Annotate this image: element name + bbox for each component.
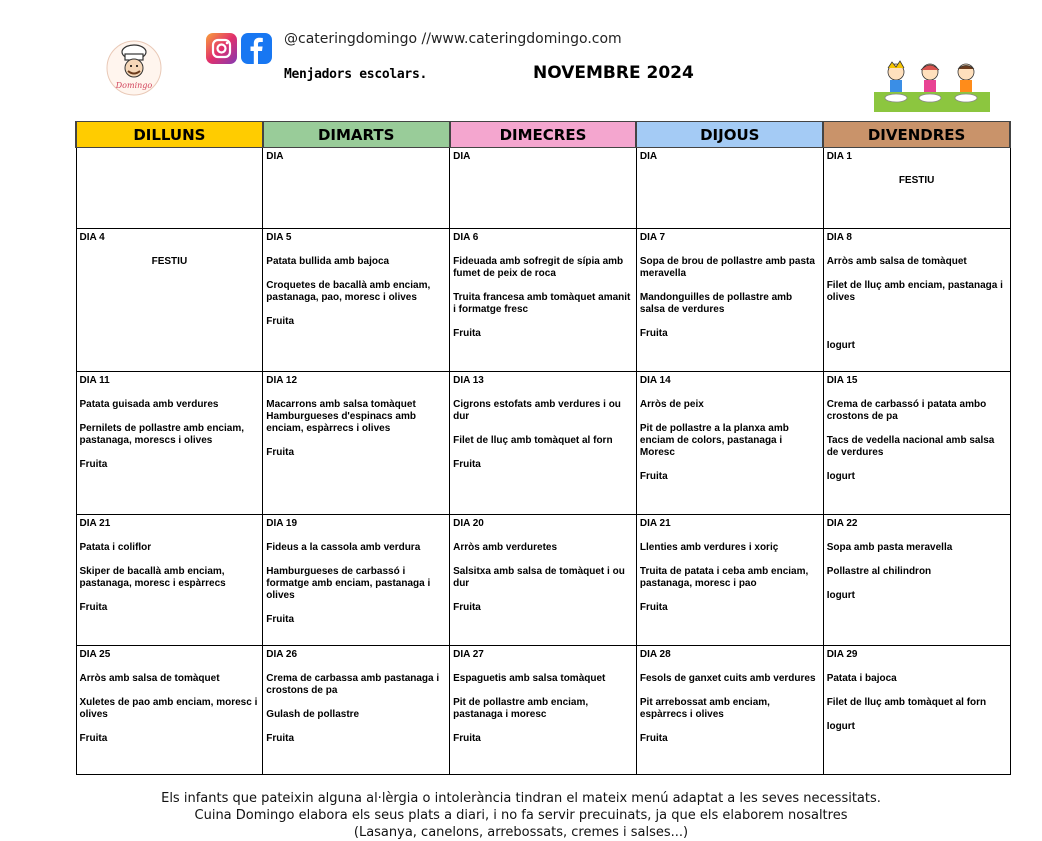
day-number: DIA 8: [826, 232, 852, 243]
facebook-icon[interactable]: [241, 33, 272, 64]
footer-line: (Lasanya, canelons, arrebossats, cremes i salses...): [353, 825, 689, 840]
dish: Fruita: [453, 328, 481, 339]
day-number: DIA 20: [453, 518, 484, 529]
day-number: DIA 19: [266, 518, 298, 529]
day-number: DIA 26: [266, 649, 298, 660]
dish: Pit de pollastre a la planxa amb enciam de colors, pastanaga i Moresc: [639, 423, 789, 458]
dish: Salsitxa amb salsa de tomàquet i ou dur: [453, 566, 625, 589]
day-cell: [636, 646, 823, 775]
day-cell: [76, 229, 263, 372]
header-dilluns: DILLUNS: [76, 122, 263, 148]
day-cell: [76, 148, 263, 229]
day-cell: [76, 646, 263, 775]
dish: Patata i coliflor: [79, 542, 152, 553]
day-number: DIA 12: [266, 375, 298, 386]
dish: Arròs amb salsa de tomàquet: [79, 673, 220, 684]
week-row: [76, 515, 1010, 646]
day-cell: [263, 229, 450, 372]
dish: Espaguetis amb salsa tomàquet: [453, 673, 606, 684]
holiday-label: FESTIU: [898, 175, 935, 186]
day-number: DIA 7: [639, 232, 666, 243]
dish: Fesols de ganxet cuits amb verdures: [639, 673, 816, 684]
week-row: [76, 372, 1010, 515]
dish: Truita francesa amb tomàquet amanit i formatge fresc: [453, 292, 631, 315]
day-cell: [263, 515, 450, 646]
dish: Iogurt: [826, 471, 856, 482]
day-number: DIA 29: [826, 649, 858, 660]
day-number: DIA: [453, 151, 471, 162]
dish: Fideus a la cassola amb verdura: [266, 542, 421, 553]
dish: Cigrons estofats amb verdures i ou dur: [453, 399, 621, 422]
menu-table: [75, 121, 1011, 775]
day-cell: [823, 148, 1010, 229]
day-number: DIA 6: [453, 232, 479, 243]
week-row: [76, 646, 1010, 775]
dish: Fruita: [453, 602, 481, 613]
dish: Patata bullida amb bajoca: [266, 256, 390, 267]
day-cell: [263, 372, 450, 515]
day-number: DIA 13: [453, 375, 484, 386]
dish: Fruita: [453, 733, 481, 744]
day-number: DIA 28: [639, 649, 671, 660]
dish: Xuletes de pao amb enciam, moresc i olives: [79, 697, 258, 720]
page-subtitle: Menjadors escolars.: [284, 67, 428, 82]
footer-line: Cuina Domingo elabora els seus plats a diari, i no fa servir precuinats, ja que els elaborem nosaltres: [194, 808, 848, 823]
day-cell: [263, 646, 450, 775]
day-cell: [823, 229, 1010, 372]
instagram-icon[interactable]: [206, 33, 237, 64]
dish: Patata i bajoca: [826, 673, 897, 684]
dish: Skiper de bacallà amb enciam, pastanaga, moresc i espàrrecs: [79, 566, 226, 589]
day-cell: [450, 148, 637, 229]
allergy-note: [0, 790, 1042, 841]
dish: Pollastre al chilindron: [826, 566, 932, 577]
logo-text: Domingo: [115, 81, 153, 90]
day-number: DIA 21: [79, 518, 111, 529]
menu-body: [76, 148, 1010, 775]
dish: Filet de lluç amb tomàquet al forn: [453, 435, 613, 446]
dish: Crema de carbassa amb pastanaga i crostons de pa: [266, 673, 440, 696]
dish: Sopa amb pasta meravella: [826, 542, 953, 553]
day-number: DIA 14: [639, 375, 671, 386]
day-cell: [76, 372, 263, 515]
day-number: DIA: [639, 151, 658, 162]
day-number: DIA 1: [826, 151, 852, 162]
dish: Fideuada amb sofregit de sípia amb fumet de peix de roca: [453, 256, 624, 279]
day-number: DIA 22: [826, 518, 858, 529]
dish: Arròs de peix: [639, 399, 704, 410]
day-cell: [450, 646, 637, 775]
dish: Sopa de brou de pollastre amb pasta meravella: [639, 256, 815, 279]
week-row: [76, 148, 1010, 229]
day-number: DIA 11: [79, 375, 110, 386]
dish: Iogurt: [826, 340, 856, 351]
dish: Iogurt: [826, 590, 856, 601]
dish: Iogurt: [826, 721, 856, 732]
header-dimecres: DIMECRES: [450, 122, 637, 148]
day-number: DIA: [266, 151, 284, 162]
dish: Pit arrebossat amb enciam, espàrrecs i olives: [639, 697, 770, 720]
dish: Fruita: [79, 459, 108, 470]
day-number: DIA 5: [266, 232, 292, 243]
day-cell: [636, 372, 823, 515]
social-handle: @cateringdomingo //www.cateringdomingo.com: [284, 31, 622, 47]
dish: Fruita: [266, 316, 295, 327]
weekday-header-row: [76, 122, 1010, 148]
dish: Filet de lluç amb enciam, pastanaga i olives: [826, 280, 1003, 303]
week-row: [76, 229, 1010, 372]
dish: [827, 316, 1007, 328]
day-number: DIA 15: [826, 375, 858, 386]
dish: Pernilets de pollastre amb enciam, pastanaga, morescs i olives: [79, 423, 245, 446]
day-cell: [450, 372, 637, 515]
day-cell: [450, 515, 637, 646]
day-number: DIA 21: [639, 518, 671, 529]
dish: Fruita: [639, 471, 668, 482]
day-number: DIA 4: [79, 232, 105, 243]
dish: Fruita: [79, 602, 108, 613]
dish: Truita de patata i ceba amb enciam, pastanaga, moresc i pao: [639, 566, 809, 589]
dish: Fruita: [453, 459, 481, 470]
day-cell: [450, 229, 637, 372]
header-divendres: DIVENDRES: [823, 122, 1010, 148]
dish: Filet de lluç amb tomàquet al forn: [826, 697, 987, 708]
day-cell: [823, 372, 1010, 515]
day-cell: [636, 515, 823, 646]
day-cell: [823, 515, 1010, 646]
dish: Fruita: [639, 733, 668, 744]
dish: Mandonguilles de pollastre amb salsa de verdures: [639, 292, 793, 315]
dish: Patata guisada amb verdures: [79, 399, 219, 410]
dish: Llenties amb verdures i xoriç: [639, 542, 779, 553]
dish: Fruita: [79, 733, 108, 744]
dish: Macarrons amb salsa tomàquet Hamburgueses d'espinacs amb enciam, espàrrecs i olives: [266, 399, 416, 434]
dish: Fruita: [266, 733, 295, 744]
dish: Hamburgueses de carbassó i formatge amb enciam, pastanaga i olives: [266, 566, 431, 601]
day-cell: [636, 229, 823, 372]
day-number: DIA 27: [453, 649, 484, 660]
day-cell: [263, 148, 450, 229]
dish: Tacs de vedella nacional amb salsa de verdures: [826, 435, 995, 458]
kids-at-table-illustration: [874, 58, 990, 112]
dish: Fruita: [639, 328, 668, 339]
dish: Fruita: [639, 602, 668, 613]
dish: Arròs amb verduretes: [453, 542, 558, 553]
dish: Fruita: [266, 447, 295, 458]
dish: Pit de pollastre amb enciam, pastanaga i moresc: [453, 697, 589, 720]
dish: Arròs amb salsa de tomàquet: [826, 256, 967, 267]
footer-line: Els infants que pateixin alguna al·lèrgia o intolerància tindran el mateix menú adaptat a les seves necessitats.: [161, 791, 881, 806]
dish: Croquetes de bacallà amb enciam, pastanaga, pao, moresc i olives: [266, 280, 431, 303]
dish: Crema de carbassó i patata ambo crostons de pa: [826, 399, 987, 422]
day-number: DIA 25: [79, 649, 111, 660]
month-title: NOVEMBRE 2024: [533, 63, 694, 83]
dish: Gulash de pollastre: [266, 709, 360, 720]
day-cell: [823, 646, 1010, 775]
holiday-label: FESTIU: [151, 256, 188, 267]
dish: Fruita: [266, 614, 295, 625]
catering-domingo-logo: [106, 40, 162, 96]
day-cell: [636, 148, 823, 229]
header-dijous: DIJOUS: [636, 122, 823, 148]
day-cell: [76, 515, 263, 646]
header-dimarts: DIMARTS: [263, 122, 450, 148]
